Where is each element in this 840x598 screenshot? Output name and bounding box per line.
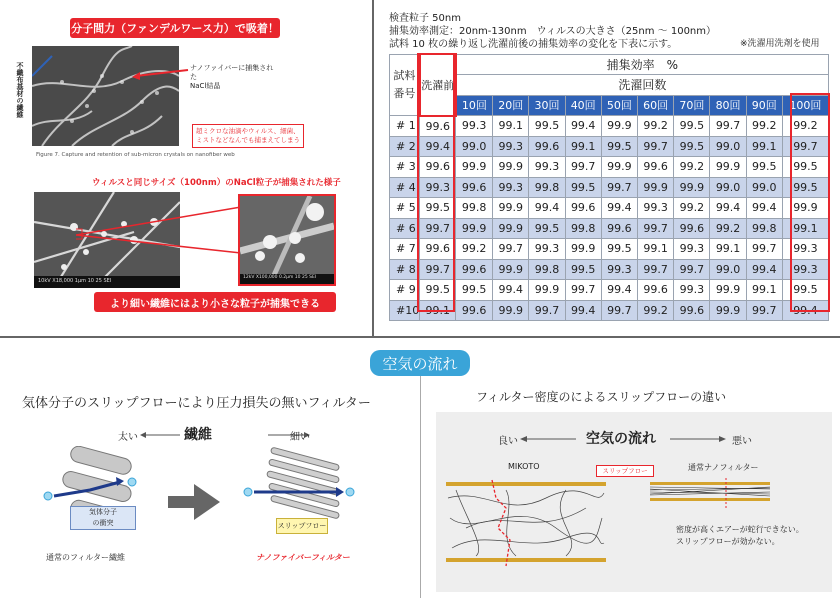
before-value: 99.3 bbox=[420, 177, 456, 198]
wash-value: 99.7 bbox=[746, 300, 782, 321]
wash-value: 99.1 bbox=[565, 136, 601, 157]
detergent-note: ※洗濯用洗剤を使用 bbox=[740, 39, 820, 49]
wash-value: 99.4 bbox=[493, 280, 529, 301]
banner-nacl: ウィルスと同じサイズ（100nm）のNaCl粒子が捕集された様子 bbox=[92, 178, 341, 188]
sem-image-zoom bbox=[238, 194, 336, 286]
table-row bbox=[390, 177, 829, 198]
wash-value: 99.5 bbox=[674, 136, 710, 157]
wash-value: 99.7 bbox=[710, 116, 746, 137]
wash-col-0: 10回 bbox=[456, 95, 493, 116]
wash-value: 99.1 bbox=[746, 136, 782, 157]
wash-value: 99.7 bbox=[565, 157, 601, 178]
measure-range: 捕集効率測定：20nm-130nm ウィルスの大きさ（25nm 〜 100nm） bbox=[389, 26, 717, 37]
header-before: 洗濯前 bbox=[420, 54, 456, 116]
wash-value: 99.0 bbox=[746, 177, 782, 198]
wash-value: 99.3 bbox=[493, 136, 529, 157]
sem1-scale: 10kV X18,000 1μm 10 25 SEI bbox=[38, 278, 112, 284]
row-label: # 2 bbox=[390, 136, 420, 157]
wash-value: 99.9 bbox=[601, 157, 637, 178]
wash-value: 99.9 bbox=[529, 280, 565, 301]
wash-value: 99.6 bbox=[674, 300, 710, 321]
wash-value: 99.2 bbox=[638, 116, 674, 137]
wash-value: 99.1 bbox=[746, 280, 782, 301]
wash-value: 99.1 bbox=[493, 116, 529, 137]
wash-value: 99.7 bbox=[601, 300, 637, 321]
row-label: # 9 bbox=[390, 280, 420, 301]
wash-value: 99.9 bbox=[710, 300, 746, 321]
wash-col-1: 20回 bbox=[493, 95, 529, 116]
table-row bbox=[390, 136, 829, 157]
table-row bbox=[390, 218, 829, 239]
wash-value: 99.7 bbox=[493, 239, 529, 260]
sem2-scale: 12kV X100,000 0.2μm 10 25 SEI bbox=[243, 275, 317, 280]
wash-value: 99.7 bbox=[638, 259, 674, 280]
wash-value: 99.1 bbox=[782, 218, 828, 239]
header-efficiency: 捕集効率 % bbox=[456, 54, 829, 75]
wash-value: 99.5 bbox=[674, 116, 710, 137]
divider-vertical-top bbox=[372, 0, 374, 336]
wash-value: 99.4 bbox=[746, 198, 782, 219]
wash-value: 99.2 bbox=[638, 300, 674, 321]
sparse-filter-graphic bbox=[446, 478, 606, 568]
table-row bbox=[390, 239, 829, 260]
wash-value: 99.5 bbox=[529, 218, 565, 239]
wash-value: 99.3 bbox=[456, 116, 493, 137]
wash-value: 99.0 bbox=[710, 136, 746, 157]
nanofiber-filter-label: ナノファイバーフィルター bbox=[256, 553, 350, 562]
row-label: # 1 bbox=[390, 116, 420, 137]
table-row bbox=[390, 198, 829, 219]
wash-value: 99.4 bbox=[565, 300, 601, 321]
header-sample: 試料 番号 bbox=[390, 54, 420, 116]
test-particle: 検査粒子 50nm bbox=[389, 13, 461, 24]
row-label: #10 bbox=[390, 300, 420, 321]
wash-value: 99.2 bbox=[746, 116, 782, 137]
table-row bbox=[390, 259, 829, 280]
wash-value: 99.2 bbox=[710, 218, 746, 239]
before-value: 99.7 bbox=[420, 218, 456, 239]
density-title: フィルター密度のによるスリップフローの違い bbox=[476, 390, 727, 404]
table-description: 試料 10 枚の繰り返し洗濯前後の捕集効率の変化を下表に示す。 bbox=[389, 39, 678, 50]
row-label: # 5 bbox=[390, 198, 420, 219]
wash-value: 99.5 bbox=[601, 136, 637, 157]
label-fiber: 繊維 bbox=[184, 427, 212, 443]
wash-value: 99.5 bbox=[782, 177, 828, 198]
wash-value: 99.3 bbox=[674, 239, 710, 260]
before-value: 99.4 bbox=[420, 136, 456, 157]
wash-value: 99.0 bbox=[710, 177, 746, 198]
wash-value: 99.6 bbox=[601, 218, 637, 239]
wash-value: 99.9 bbox=[710, 280, 746, 301]
wash-value: 99.2 bbox=[674, 198, 710, 219]
wash-value: 99.3 bbox=[782, 259, 828, 280]
wash-value: 99.9 bbox=[456, 157, 493, 178]
label-thick: 太い bbox=[118, 432, 138, 443]
transition-arrow bbox=[168, 484, 220, 520]
wash-value: 99.0 bbox=[710, 259, 746, 280]
before-value: 99.6 bbox=[420, 116, 456, 137]
wash-value: 99.5 bbox=[601, 239, 637, 260]
wash-value: 99.5 bbox=[529, 116, 565, 137]
header-wash-count: 洗濯回数 bbox=[456, 75, 829, 96]
wash-value: 99.5 bbox=[782, 157, 828, 178]
wash-value: 99.4 bbox=[782, 300, 828, 321]
wash-value: 99.7 bbox=[529, 300, 565, 321]
sem-zoom-graphic bbox=[240, 196, 334, 284]
normal-filter-label: 通常のフィルター繊維 bbox=[46, 553, 126, 562]
dense-filter-graphic bbox=[650, 478, 770, 508]
wash-col-5: 60回 bbox=[638, 95, 674, 116]
wash-value: 99.8 bbox=[529, 177, 565, 198]
label-thin: 細い bbox=[290, 432, 310, 443]
side-label: 不織布基材の繊維 bbox=[16, 62, 24, 118]
banner-adsorption: 分子間力（ファンデルワース力）で吸着！ bbox=[70, 18, 280, 38]
wash-value: 99.5 bbox=[746, 157, 782, 178]
before-value: 99.5 bbox=[420, 198, 456, 219]
wash-value: 99.6 bbox=[638, 157, 674, 178]
pointer-arrow bbox=[130, 62, 190, 82]
wash-value: 99.7 bbox=[674, 259, 710, 280]
table-row bbox=[390, 157, 829, 178]
wash-value: 99.5 bbox=[565, 259, 601, 280]
wash-value: 99.9 bbox=[493, 218, 529, 239]
wash-value: 99.4 bbox=[601, 280, 637, 301]
wash-value: 99.6 bbox=[565, 198, 601, 219]
slip-badge: スリップフロー bbox=[596, 465, 654, 477]
wash-value: 99.7 bbox=[638, 218, 674, 239]
wash-col-9: 100回 bbox=[782, 95, 828, 116]
wash-col-2: 30回 bbox=[529, 95, 565, 116]
table-row bbox=[390, 280, 829, 301]
divider-vertical-bottom bbox=[420, 372, 421, 598]
wash-value: 99.7 bbox=[565, 280, 601, 301]
wash-value: 99.2 bbox=[674, 157, 710, 178]
wash-value: 99.9 bbox=[710, 157, 746, 178]
wash-col-6: 70回 bbox=[674, 95, 710, 116]
normal-filter-graphic bbox=[40, 446, 140, 546]
wash-value: 99.8 bbox=[456, 198, 493, 219]
wash-value: 99.6 bbox=[456, 259, 493, 280]
wash-value: 99.8 bbox=[746, 218, 782, 239]
before-value: 99.7 bbox=[420, 259, 456, 280]
wash-value: 99.4 bbox=[601, 198, 637, 219]
wash-value: 99.1 bbox=[710, 239, 746, 260]
normal-nano-label: 通常ナノフィルター bbox=[688, 463, 759, 472]
banner-finer-fiber: より細い繊維にはより小さな粒子が捕集できる bbox=[94, 292, 336, 312]
wash-col-3: 40回 bbox=[565, 95, 601, 116]
wash-value: 99.5 bbox=[456, 280, 493, 301]
row-label: # 6 bbox=[390, 218, 420, 239]
wash-value: 99.9 bbox=[674, 177, 710, 198]
wash-value: 99.3 bbox=[638, 198, 674, 219]
wash-value: 99.6 bbox=[456, 300, 493, 321]
slipflow-title: 気体分子のスリップフローにより圧力損失の無いフィルター bbox=[22, 396, 371, 411]
before-value: 99.6 bbox=[420, 239, 456, 260]
figure-caption: Figure 7. Capture and retention of sub-micron crystals on nanofiber web bbox=[36, 152, 235, 158]
row-label: # 7 bbox=[390, 239, 420, 260]
wash-value: 99.9 bbox=[493, 300, 529, 321]
wash-value: 99.9 bbox=[456, 218, 493, 239]
label-good: 良い bbox=[498, 436, 518, 447]
zoom-lines bbox=[76, 205, 246, 255]
row-label: # 8 bbox=[390, 259, 420, 280]
wash-value: 99.9 bbox=[493, 259, 529, 280]
wash-value: 99.9 bbox=[493, 157, 529, 178]
wash-value: 99.9 bbox=[638, 177, 674, 198]
wash-value: 99.4 bbox=[529, 198, 565, 219]
wash-value: 99.9 bbox=[493, 198, 529, 219]
wash-value: 99.7 bbox=[746, 239, 782, 260]
row-label: # 4 bbox=[390, 177, 420, 198]
before-value: 99.5 bbox=[420, 280, 456, 301]
wash-value: 99.4 bbox=[710, 198, 746, 219]
sem-image-main bbox=[32, 46, 179, 146]
wash-value: 99.3 bbox=[529, 239, 565, 260]
wash-value: 99.6 bbox=[529, 136, 565, 157]
wash-value: 99.1 bbox=[638, 239, 674, 260]
table-row bbox=[390, 300, 829, 321]
wash-value: 99.9 bbox=[782, 198, 828, 219]
wash-value: 99.5 bbox=[565, 177, 601, 198]
wash-value: 99.6 bbox=[638, 280, 674, 301]
airflow-button: 空気の流れ bbox=[370, 350, 470, 376]
callout-box: 超ミクロな油滴やウィルス、細菌、ミストなどなんでも捕まえてしまう bbox=[192, 124, 304, 148]
wash-value: 99.9 bbox=[601, 116, 637, 137]
molecule-label: 気体分子 の衝突 bbox=[70, 506, 136, 530]
nanofiber-note: ナノファイバーに捕集された NaCl結晶 bbox=[190, 64, 274, 90]
wash-value: 99.5 bbox=[782, 280, 828, 301]
wash-value: 99.4 bbox=[565, 116, 601, 137]
wash-value: 99.8 bbox=[565, 218, 601, 239]
wash-col-7: 80回 bbox=[710, 95, 746, 116]
wash-value: 99.7 bbox=[638, 136, 674, 157]
wash-value: 99.6 bbox=[456, 177, 493, 198]
wash-value: 99.3 bbox=[529, 157, 565, 178]
table-row bbox=[390, 116, 829, 137]
dense-note: 密度が高くエアーが蛇行できない。 スリップフローが効かない。 bbox=[676, 525, 804, 546]
wash-value: 99.4 bbox=[746, 259, 782, 280]
wash-value: 99.6 bbox=[674, 218, 710, 239]
before-value: 99.1 bbox=[420, 300, 456, 321]
slip-label: スリップフロー bbox=[276, 518, 328, 534]
before-value: 99.6 bbox=[420, 157, 456, 178]
mikoto-label: MIKOTO bbox=[508, 462, 540, 471]
sem-fibers-graphic bbox=[32, 46, 179, 146]
wash-value: 99.2 bbox=[456, 239, 493, 260]
label-flow: 空気の流れ bbox=[586, 431, 656, 447]
wash-value: 99.7 bbox=[601, 177, 637, 198]
wash-value: 99.8 bbox=[529, 259, 565, 280]
wash-value: 99.3 bbox=[493, 177, 529, 198]
wash-value: 99.9 bbox=[565, 239, 601, 260]
divider-horizontal bbox=[0, 336, 840, 338]
wash-value: 99.2 bbox=[782, 116, 828, 137]
wash-value: 99.0 bbox=[456, 136, 493, 157]
wash-value: 99.7 bbox=[782, 136, 828, 157]
wash-col-4: 50回 bbox=[601, 95, 637, 116]
efficiency-table bbox=[389, 53, 829, 321]
wash-value: 99.3 bbox=[674, 280, 710, 301]
wash-col-8: 90回 bbox=[746, 95, 782, 116]
row-label: # 3 bbox=[390, 157, 420, 178]
wash-value: 99.3 bbox=[782, 239, 828, 260]
label-bad: 悪い bbox=[732, 436, 752, 447]
wash-value: 99.3 bbox=[601, 259, 637, 280]
